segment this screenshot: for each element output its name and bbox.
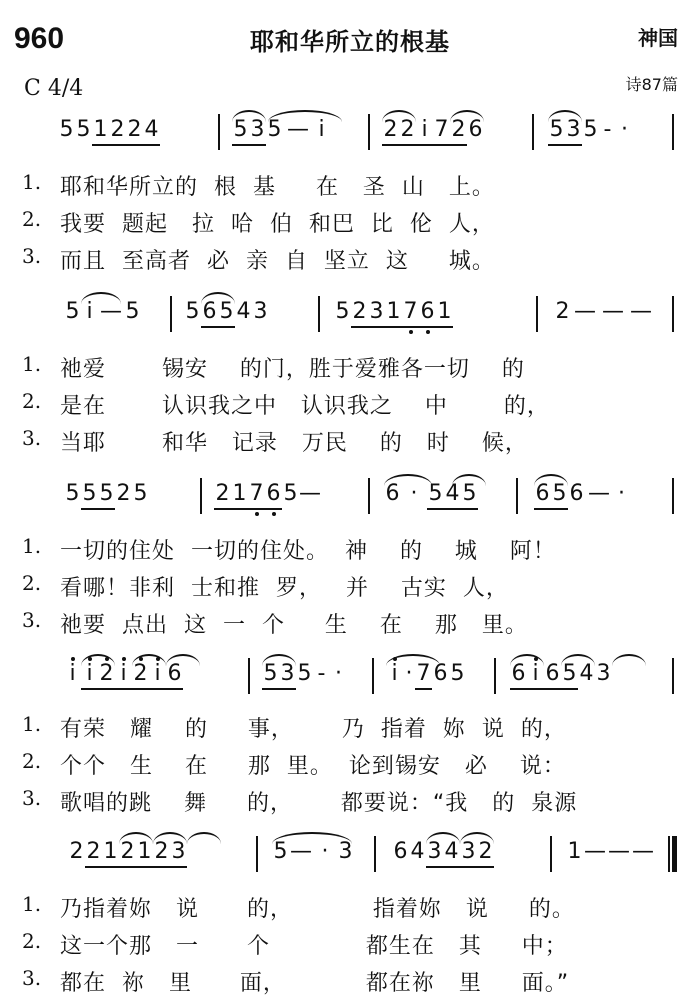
- note: 5: [218, 294, 235, 326]
- note: 5: [125, 299, 140, 324]
- note: ·: [621, 117, 628, 142]
- lyric-verse-line: [0, 348, 700, 388]
- note: 5: [59, 117, 74, 142]
- note: 5: [133, 481, 148, 506]
- verse-number: 3.: [22, 786, 42, 810]
- low-octave-dot: [409, 330, 413, 334]
- barline: [516, 478, 518, 514]
- key-signature: C 4/4: [24, 76, 84, 101]
- note: —: [608, 839, 630, 864]
- lyric-verse-line: [0, 962, 700, 1002]
- measure: [334, 294, 453, 338]
- note: 5: [561, 656, 578, 688]
- measure: [184, 294, 269, 338]
- note: —: [287, 117, 309, 142]
- note: 6: [385, 481, 400, 506]
- note: 3: [565, 112, 582, 144]
- note: 2: [214, 476, 231, 508]
- note: —: [630, 299, 652, 324]
- note: 5: [551, 476, 568, 508]
- note: [402, 294, 419, 326]
- note: —: [299, 481, 321, 506]
- note: 5: [65, 299, 80, 324]
- note: 6: [166, 656, 183, 688]
- measure: [382, 112, 484, 156]
- note: [419, 294, 436, 326]
- note: 5: [583, 117, 598, 142]
- lyric-text: 耶和华所立的 根 基 在 圣 山 上。: [60, 175, 495, 200]
- note: 3: [596, 661, 611, 686]
- note: 2: [399, 112, 416, 144]
- note: 2: [98, 656, 115, 688]
- lyric-verse-line: [0, 925, 700, 965]
- lyric-text: 这一个那 一 个 都生在 其 中；: [60, 934, 568, 959]
- verse-number: 1.: [22, 712, 42, 736]
- measure: [384, 476, 478, 520]
- barline: [248, 658, 250, 694]
- note: 6: [510, 656, 527, 688]
- verse-number: 3.: [22, 244, 42, 268]
- note: 3: [249, 112, 266, 144]
- note: ·: [410, 481, 418, 506]
- note: 6: [433, 661, 448, 686]
- lyric-text: 个个 生 在 那 里。 论到锡安 必 说：: [60, 754, 566, 779]
- lyric-verse-line: [0, 782, 700, 822]
- barline: [218, 114, 220, 150]
- measure: [392, 834, 494, 878]
- note: 2: [153, 834, 170, 866]
- tune-name: 神国: [638, 26, 678, 50]
- note: 5: [267, 117, 282, 142]
- verse-number: 1.: [22, 352, 42, 376]
- note: 2: [132, 656, 149, 688]
- barline: [200, 478, 202, 514]
- note-digit: 6: [266, 481, 281, 506]
- slur: [187, 832, 221, 844]
- verse-number: 1.: [22, 170, 42, 194]
- barline: [672, 478, 674, 514]
- note: 5: [427, 476, 444, 508]
- measure: [58, 112, 160, 156]
- note: 4: [143, 112, 160, 144]
- lyric-verse-line: [0, 203, 700, 243]
- note: —: [290, 839, 312, 864]
- note: 3: [338, 839, 353, 864]
- note: 2: [477, 834, 494, 866]
- note: 2: [555, 299, 570, 324]
- barline: [256, 836, 258, 872]
- note: 5: [262, 656, 279, 688]
- measure: [386, 656, 466, 700]
- low-octave-dot: [426, 330, 430, 334]
- note: 5: [297, 661, 312, 686]
- note: 6: [468, 117, 483, 142]
- note: ·: [405, 661, 413, 686]
- note: 2: [85, 834, 102, 866]
- note: 4: [410, 839, 425, 864]
- measure: [262, 656, 347, 700]
- barline: [368, 114, 370, 150]
- verse-number: 1.: [22, 892, 42, 916]
- lyric-verse-line: [0, 604, 700, 644]
- note: 5: [232, 112, 249, 144]
- scripture-source: 诗87篇: [625, 75, 678, 94]
- note: 1: [136, 834, 153, 866]
- note: 5: [283, 481, 298, 506]
- note: —: [584, 839, 606, 864]
- note: 5: [273, 839, 288, 864]
- verse-number: 3.: [22, 608, 42, 632]
- note: 1: [436, 294, 453, 326]
- barline: [532, 114, 534, 150]
- note: 6: [534, 476, 551, 508]
- barline: [318, 296, 320, 332]
- low-octave-dot: [255, 512, 259, 516]
- note-digit: 7: [249, 481, 264, 506]
- barline: [372, 658, 374, 694]
- note: [248, 476, 265, 508]
- note: ·: [321, 839, 329, 864]
- note: —: [588, 481, 610, 506]
- lyric-text: 祂要 点出 这 一 个 生 在 那 里。: [60, 613, 528, 638]
- lyric-verse-line: [0, 530, 700, 570]
- note: 2: [450, 112, 467, 144]
- measure: [548, 112, 633, 156]
- note: i: [527, 656, 544, 688]
- note: 1: [92, 112, 109, 144]
- note: —: [100, 299, 122, 324]
- note: i: [64, 656, 81, 688]
- barline: [672, 114, 674, 150]
- barline: [672, 296, 674, 332]
- note: ·: [618, 481, 625, 506]
- lyric-text: 祂爱 锡安 的门，胜于爱雅各一切 的: [60, 357, 525, 382]
- lyric-text: 而且 至高者 必 亲 自 坚立 这 城。: [60, 249, 495, 274]
- note: 1: [567, 839, 582, 864]
- note: 1: [102, 834, 119, 866]
- note: 2: [116, 481, 131, 506]
- measure: [554, 294, 655, 338]
- barline: [374, 836, 376, 872]
- note: 4: [579, 661, 594, 686]
- verse-number: 2.: [22, 389, 42, 413]
- measure: [64, 294, 141, 338]
- verse-number: 1.: [22, 534, 42, 558]
- lyric-verse-line: [0, 567, 700, 607]
- low-octave-dot: [272, 512, 276, 516]
- note: 3: [170, 834, 187, 866]
- note: i: [386, 656, 403, 688]
- note: 3: [426, 834, 443, 866]
- lyric-verse-line: [0, 745, 700, 785]
- note: —: [574, 299, 596, 324]
- lyric-text: 有荣 耀 的 事， 乃 指着 妳 说 的，: [60, 717, 567, 742]
- note: 5: [65, 481, 80, 506]
- lyric-text: 是在 认识我之中 认识我之 中 的，: [60, 394, 550, 419]
- hymn-title: 耶和华所立的根基: [250, 28, 450, 56]
- note: i: [86, 299, 93, 324]
- note: —: [602, 299, 624, 324]
- note: 6: [569, 481, 584, 506]
- barline: [550, 836, 552, 872]
- note: i: [416, 112, 433, 144]
- verse-number: 2.: [22, 749, 42, 773]
- note: i: [115, 656, 132, 688]
- hymn-number: 960: [14, 22, 65, 55]
- note: 7: [415, 656, 432, 688]
- lyric-text: 歌唱的跳 舞 的， 都要说：“我 的 泉源: [60, 791, 578, 816]
- barline: [536, 296, 538, 332]
- measure: [64, 476, 149, 520]
- note: -: [603, 117, 612, 142]
- note-digit: 6: [420, 299, 435, 324]
- barline: [368, 478, 370, 514]
- measure: [534, 476, 630, 520]
- lyric-verse-line: [0, 240, 700, 280]
- measure: [272, 834, 354, 878]
- note: 6: [393, 839, 408, 864]
- lyric-text: 当耶 和华 记录 万民 的 时 候，: [60, 431, 528, 456]
- note: 3: [279, 656, 296, 688]
- note: 5: [98, 476, 115, 508]
- measure: [510, 656, 612, 700]
- verse-number: 3.: [22, 966, 42, 990]
- lyric-verse-line: [0, 422, 700, 462]
- note: 4: [444, 476, 461, 508]
- note: 2: [109, 112, 126, 144]
- lyric-verse-line: [0, 166, 700, 206]
- note: i: [318, 117, 325, 142]
- note: 5: [548, 112, 565, 144]
- note: 5: [450, 661, 465, 686]
- lyric-verse-line: [0, 888, 700, 928]
- note: 2: [382, 112, 399, 144]
- measure: [232, 112, 330, 156]
- note: [265, 476, 282, 508]
- note: 6: [544, 656, 561, 688]
- note: 1: [231, 476, 248, 508]
- note: 4: [236, 299, 251, 324]
- note: -: [317, 661, 326, 686]
- verse-number: 2.: [22, 207, 42, 231]
- lyric-verse-line: [0, 708, 700, 748]
- lyric-text: 我要 题起 拉 哈 伯 和巴 比 伦 人，: [60, 212, 495, 237]
- note: 2: [119, 834, 136, 866]
- note: 5: [335, 299, 350, 324]
- verse-number: 2.: [22, 929, 42, 953]
- measure: [214, 476, 321, 520]
- note: 1: [385, 294, 402, 326]
- note-digit: 7: [403, 299, 418, 324]
- note: 5: [461, 476, 478, 508]
- note: 5: [185, 299, 200, 324]
- verse-number: 3.: [22, 426, 42, 450]
- note: 4: [443, 834, 460, 866]
- measure: [68, 834, 187, 878]
- lyric-text: 乃指着妳 说 的， 指着妳 说 的。: [60, 897, 575, 922]
- lyric-text: 都在 祢 里 面， 都在祢 里 面。”: [60, 971, 570, 996]
- verse-number: 2.: [22, 571, 42, 595]
- note: 3: [368, 294, 385, 326]
- lyric-text: 看哪！非利 士和推 罗， 并 古实 人，: [60, 576, 509, 601]
- lyric-verse-line: [0, 385, 700, 425]
- barline: [170, 296, 172, 332]
- note: 7: [433, 112, 450, 144]
- note: ·: [335, 661, 342, 686]
- measure: [566, 834, 655, 878]
- note: 2: [351, 294, 368, 326]
- note: 6: [201, 294, 218, 326]
- note: 5: [81, 476, 98, 508]
- measure: [64, 656, 183, 700]
- barline: [494, 658, 496, 694]
- lyric-text: 一切的住处 一切的住处。 神 的 城 阿！: [60, 539, 556, 564]
- note: i: [81, 656, 98, 688]
- slur: [612, 654, 646, 666]
- note: 2: [126, 112, 143, 144]
- note: i: [149, 656, 166, 688]
- note: 2: [69, 839, 84, 864]
- barline: [672, 658, 674, 694]
- note: 3: [460, 834, 477, 866]
- note: —: [632, 839, 654, 864]
- note: 3: [253, 299, 268, 324]
- note: 5: [76, 117, 91, 142]
- final-barline: [668, 836, 677, 872]
